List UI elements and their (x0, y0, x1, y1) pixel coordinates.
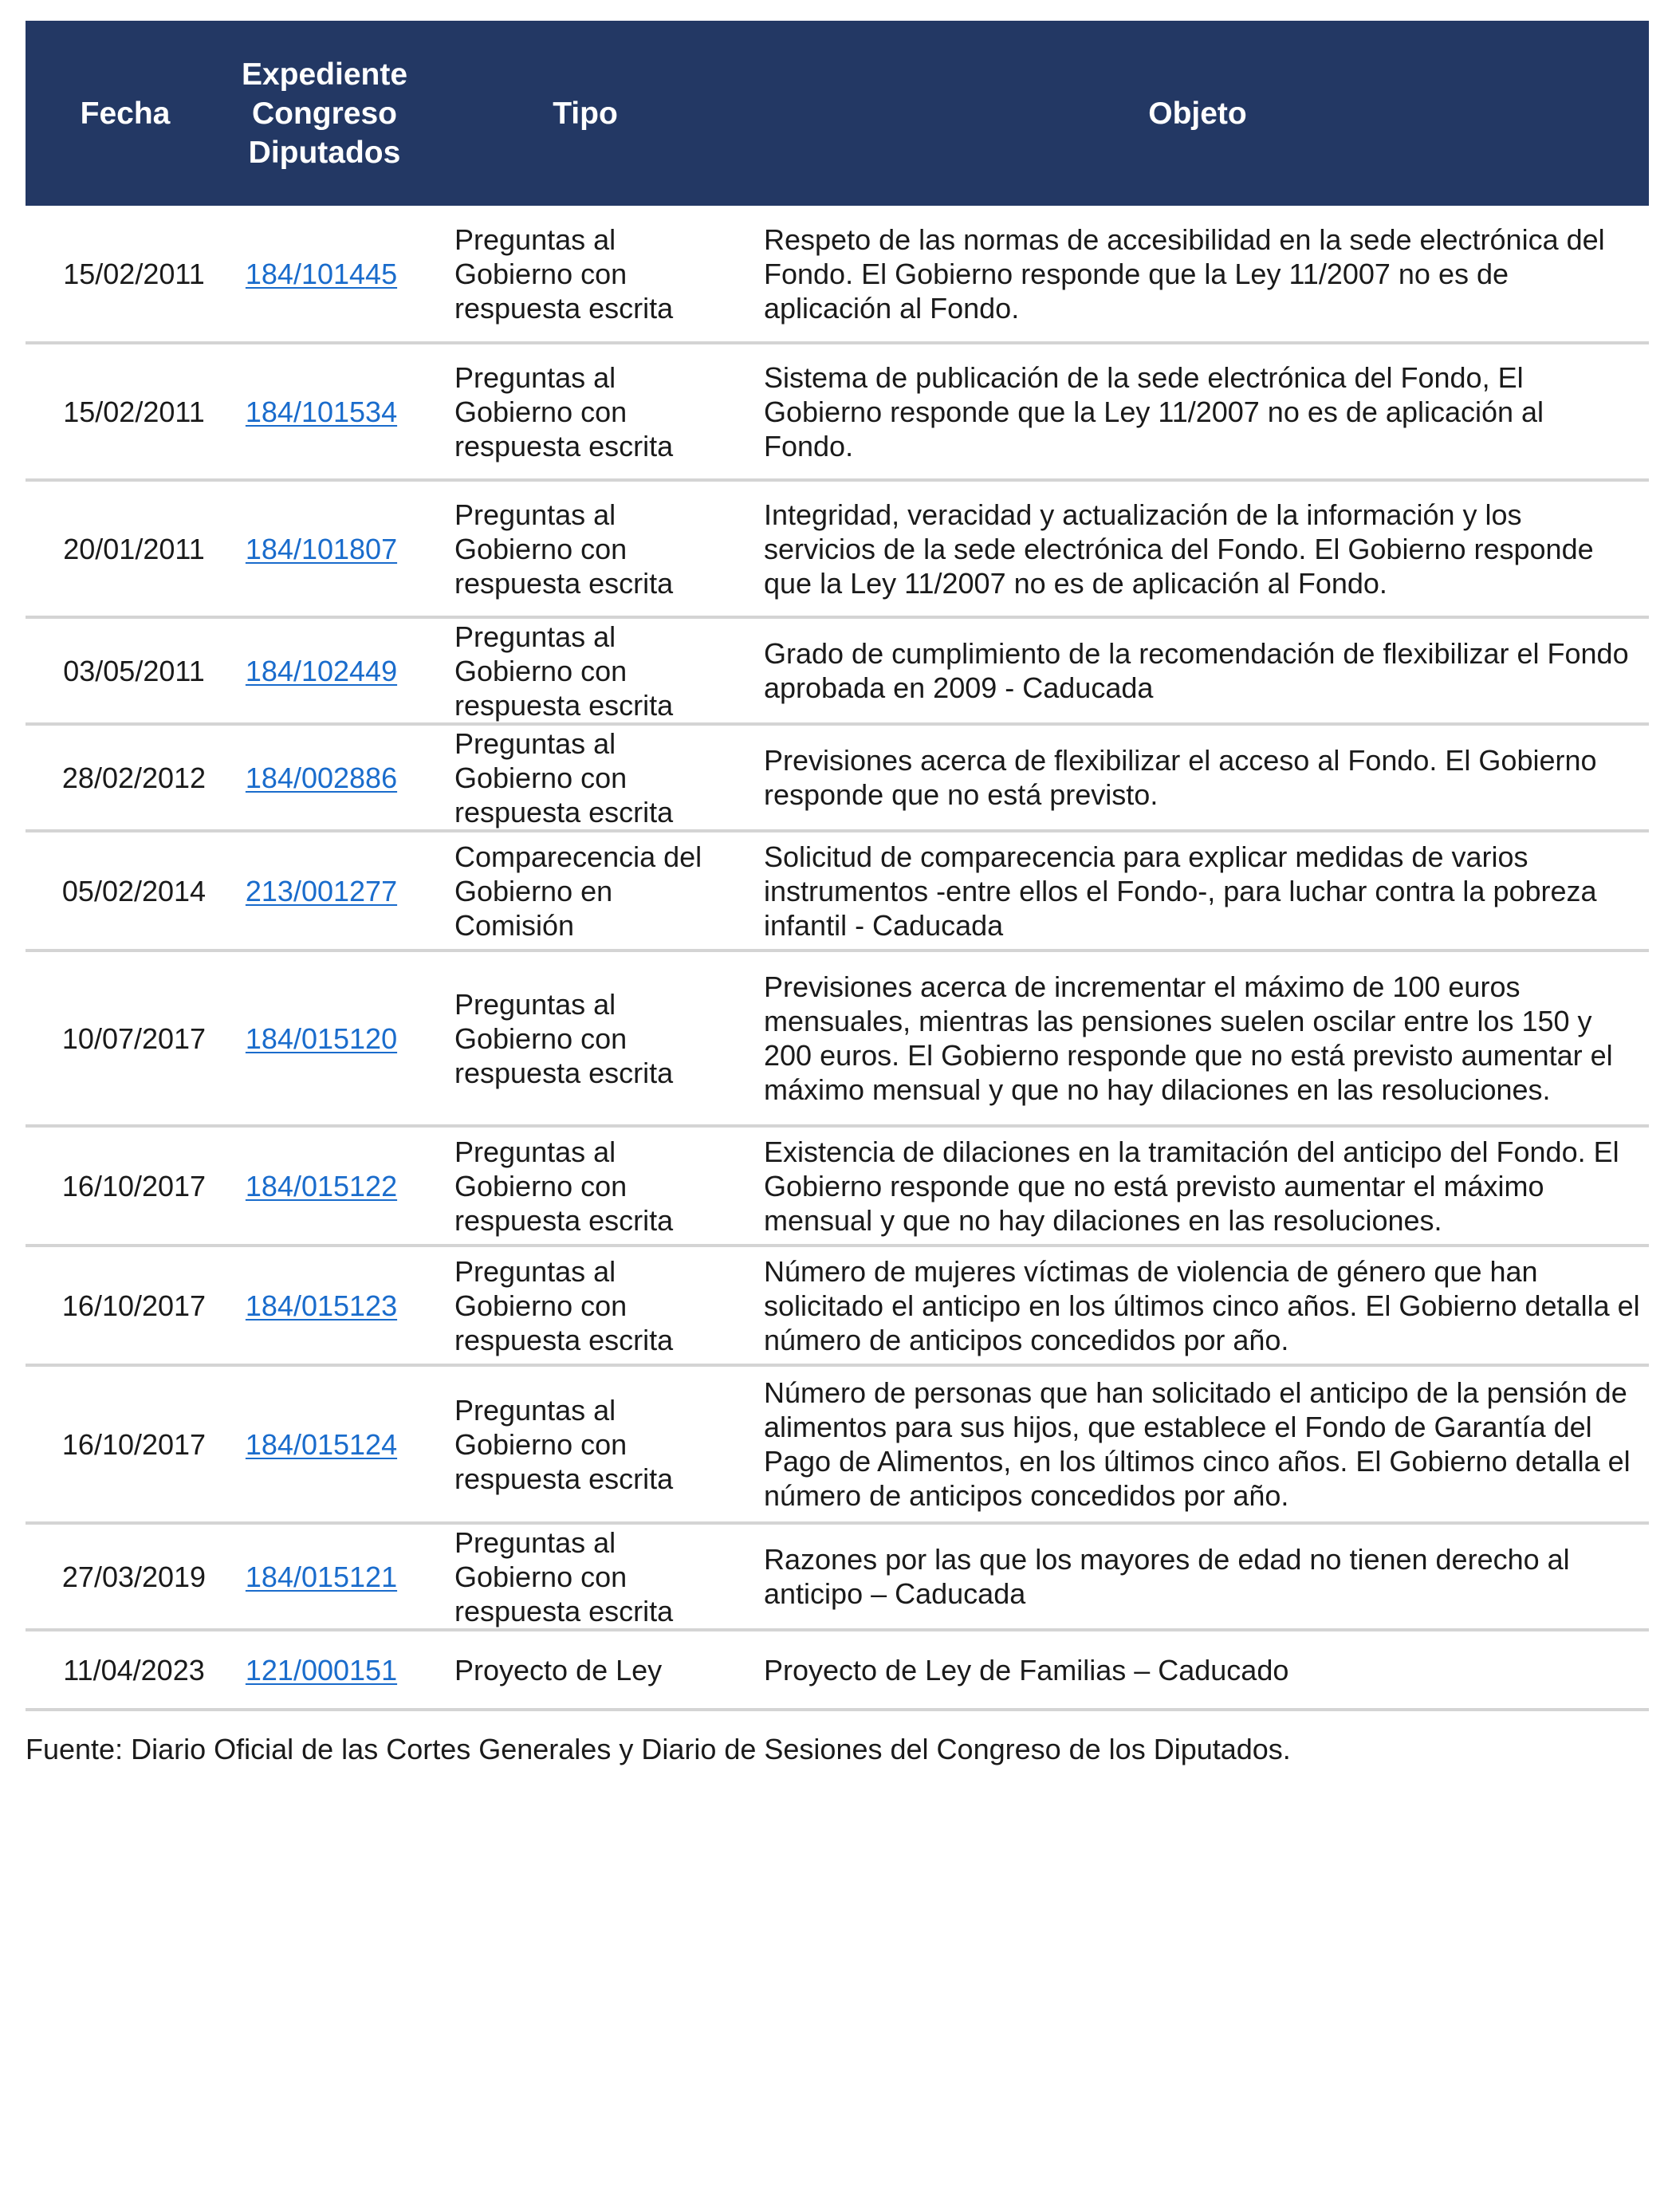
cell-tipo: Preguntas al Gobierno con respuesta escrita (424, 1365, 746, 1523)
expediente-link[interactable]: 121/000151 (245, 1653, 398, 1687)
header-fecha: Fecha (80, 96, 171, 131)
expediente-link[interactable]: 184/015123 (245, 1289, 398, 1322)
expediente-link[interactable]: 184/002886 (245, 761, 398, 794)
cell-objeto: Previsiones acerca de flexibilizar el acceso al Fondo. El Gobierno responde que no está previsto. (746, 724, 1649, 831)
cell-tipo: Preguntas al Gobierno con respuesta escrita (424, 480, 746, 617)
table-row (26, 1246, 1649, 1365)
source-note: Fuente: Diario Oficial de las Cortes Generales y Diario de Sesiones del Congreso de los Diputados. (26, 1733, 1291, 1765)
table-row (26, 724, 1649, 831)
cell-fecha: 16/10/2017 (26, 1365, 225, 1523)
expediente-link[interactable]: 184/101445 (245, 257, 398, 290)
cell-expediente (225, 480, 424, 617)
table-row (26, 1365, 1649, 1523)
cell-tipo: Comparecencia del Gobierno en Comisión (424, 831, 746, 951)
table-row (26, 1126, 1649, 1246)
table-row (26, 831, 1649, 951)
expediente-link[interactable]: 184/015121 (245, 1560, 398, 1593)
cell-objeto: Previsiones acerca de incrementar el máximo de 100 euros mensuales, mientras las pensiones suelen oscilar entre los 150 y 200 euros. El Gobierno responde que no está previsto aumentar el máximo mensual y que no hay dilaciones en las resoluciones. (746, 951, 1649, 1126)
cell-tipo: Preguntas al Gobierno con respuesta escrita (424, 206, 746, 343)
cell-fecha: 05/02/2014 (26, 831, 225, 951)
cell-expediente (225, 831, 424, 951)
cell-fecha: 28/02/2012 (26, 724, 225, 831)
cell-fecha: 16/10/2017 (26, 1246, 225, 1365)
page (26, 21, 1649, 1766)
cell-tipo: Preguntas al Gobierno con respuesta escrita (424, 951, 746, 1126)
expediente-link[interactable]: 213/001277 (245, 874, 398, 907)
cell-objeto: Respeto de las normas de accesibilidad en la sede electrónica del Fondo. El Gobierno responde que la Ley 11/2007 no es de aplicación al Fondo. (746, 206, 1649, 343)
table-row (26, 1630, 1649, 1710)
cell-tipo: Preguntas al Gobierno con respuesta escrita (424, 1126, 746, 1246)
cell-expediente (225, 1630, 424, 1710)
expediente-link[interactable]: 184/102449 (245, 654, 398, 687)
cell-expediente (225, 1523, 424, 1630)
table-row (26, 206, 1649, 343)
cell-tipo: Preguntas al Gobierno con respuesta escrita (424, 617, 746, 724)
expedientes-table (26, 21, 1649, 1711)
cell-tipo: Preguntas al Gobierno con respuesta escrita (424, 1246, 746, 1365)
cell-objeto: Grado de cumplimiento de la recomendación de flexibilizar el Fondo aprobada en 2009 - Caducada (746, 617, 1649, 724)
cell-expediente (225, 1126, 424, 1246)
cell-expediente (225, 617, 424, 724)
table-body (26, 206, 1649, 1710)
table-row (26, 951, 1649, 1126)
cell-fecha: 20/01/2011 (26, 480, 225, 617)
cell-fecha: 15/02/2011 (26, 343, 225, 480)
expediente-link[interactable]: 184/101807 (245, 532, 398, 565)
expediente-link[interactable]: 184/015122 (245, 1169, 398, 1202)
cell-objeto: Razones por las que los mayores de edad no tienen derecho al anticipo – Caducada (746, 1523, 1649, 1630)
table-row (26, 343, 1649, 480)
table-row (26, 1523, 1649, 1630)
cell-expediente (225, 724, 424, 831)
cell-tipo: Proyecto de Ley (424, 1630, 746, 1710)
cell-objeto: Solicitud de comparecencia para explicar medidas de varios instrumentos -entre ellos el Fondo-, para luchar contra la pobreza infantil - Caducada (746, 831, 1649, 951)
cell-tipo: Preguntas al Gobierno con respuesta escrita (424, 1523, 746, 1630)
cell-expediente (225, 951, 424, 1126)
cell-objeto: Sistema de publicación de la sede electrónica del Fondo, El Gobierno responde que la Ley 11/2007 no es de aplicación al Fondo. (746, 343, 1649, 480)
header-objeto: Objeto (1148, 96, 1247, 131)
cell-objeto: Proyecto de Ley de Familias – Caducado (746, 1630, 1649, 1710)
cell-tipo: Preguntas al Gobierno con respuesta escrita (424, 724, 746, 831)
cell-fecha: 11/04/2023 (26, 1630, 225, 1710)
expediente-link[interactable]: 184/015124 (245, 1427, 398, 1461)
cell-fecha: 15/02/2011 (26, 206, 225, 343)
cell-objeto: Integridad, veracidad y actualización de la información y los servicios de la sede electrónica del Fondo. El Gobierno responde que la Ley 11/2007 no es de aplicación al Fondo. (746, 480, 1649, 617)
cell-expediente (225, 206, 424, 343)
cell-fecha: 27/03/2019 (26, 1523, 225, 1630)
cell-fecha: 03/05/2011 (26, 617, 225, 724)
header-expediente: Expediente Congreso Diputados (241, 57, 408, 170)
cell-fecha: 10/07/2017 (26, 951, 225, 1126)
cell-fecha: 16/10/2017 (26, 1126, 225, 1246)
cell-objeto: Existencia de dilaciones en la tramitación del anticipo del Fondo. El Gobierno responde que no está previsto aumentar el máximo mensual y que no hay dilaciones en las resoluciones. (746, 1126, 1649, 1246)
table-header (26, 21, 1649, 206)
expediente-link[interactable]: 184/101534 (245, 395, 398, 428)
cell-expediente (225, 343, 424, 480)
cell-expediente (225, 1365, 424, 1523)
header-tipo: Tipo (553, 96, 618, 131)
table-row (26, 480, 1649, 617)
table-row (26, 617, 1649, 724)
expediente-link[interactable]: 184/015120 (245, 1021, 398, 1055)
cell-objeto: Número de personas que han solicitado el anticipo de la pensión de alimentos para sus hijos, que establece el Fondo de Garantía del Pago de Alimentos, en los últimos cinco años. El Gobierno detalla el número de anticipos concedidos por año. (746, 1365, 1649, 1523)
cell-expediente (225, 1246, 424, 1365)
cell-tipo: Preguntas al Gobierno con respuesta escrita (424, 343, 746, 480)
cell-objeto: Número de mujeres víctimas de violencia de género que han solicitado el anticipo en los últimos cinco años. El Gobierno detalla el número de anticipos concedidos por año. (746, 1246, 1649, 1365)
